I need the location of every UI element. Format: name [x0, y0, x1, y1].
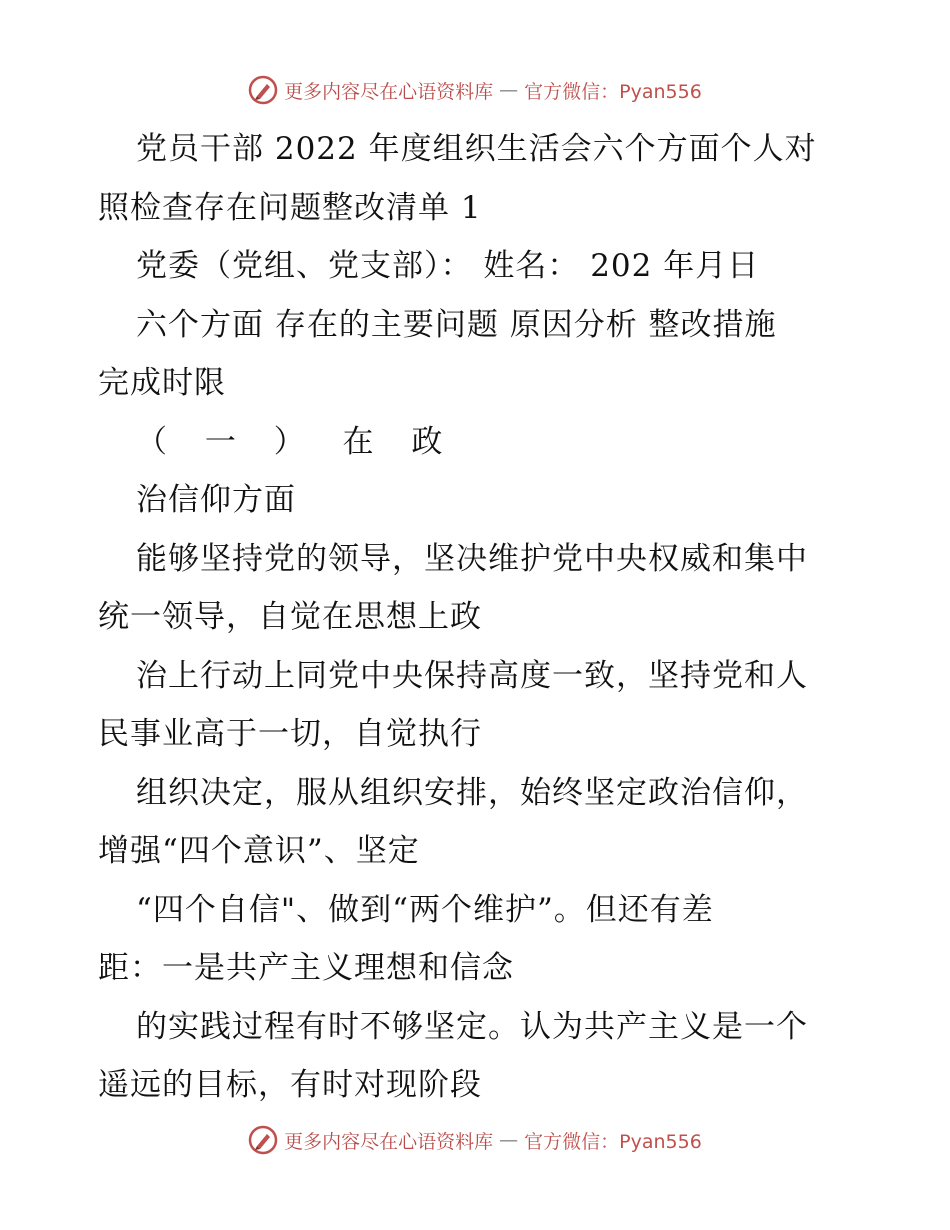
watermark-separator: —	[499, 79, 519, 101]
paragraph-line: 组织决定，服从组织安排，始终坚定政治信仰，	[136, 774, 808, 811]
pen-logo-icon	[248, 1125, 278, 1155]
paragraph-line: 遥远的目标，有时对现阶段	[98, 1067, 482, 1103]
doc-meta-line: 党委（党组、党支部）： 姓名： 202 年月日	[136, 248, 760, 284]
pen-logo-icon	[248, 75, 278, 105]
paragraph-line: “四个自信"、做到“两个维护”。但还有差	[136, 891, 714, 928]
watermark-text: 更多内容尽在心语资料库	[284, 80, 494, 103]
doc-title-line-1: 党员干部 2022 年度组织生活会六个方面个人对	[136, 131, 817, 167]
document-body	[98, 120, 858, 1115]
section-heading: （ 一 ） 在 政	[136, 423, 457, 460]
paragraph-line: 民事业高于一切，自觉执行	[98, 716, 482, 752]
watermark-text: 更多内容尽在心语资料库	[284, 1130, 494, 1153]
section-heading-cont: 治信仰方面	[136, 482, 296, 518]
watermark-contact: 官方微信：Pyan556	[524, 1130, 702, 1153]
paragraph-line: 距：一是共产主义理想和信念	[98, 950, 514, 986]
paragraph-line: 增强“四个意识”、坚定	[98, 833, 420, 869]
footer-watermark	[0, 1120, 950, 1160]
paragraph-line: 治上行动上同党中央保持高度一致，坚持党和人	[136, 657, 808, 694]
paragraph-line: 统一领导，自觉在思想上政	[98, 599, 482, 635]
doc-columns-line-cont: 完成时限	[98, 365, 226, 401]
paragraph-line: 的实践过程有时不够坚定。认为共产主义是一个	[136, 1008, 808, 1045]
paragraph-line: 能够坚持党的领导，坚决维护党中央权威和集中	[136, 540, 808, 577]
header-watermark	[0, 70, 950, 110]
doc-columns-line: 六个方面 存在的主要问题 原因分析 整改措施	[136, 306, 777, 343]
watermark-separator: —	[499, 1129, 519, 1151]
doc-title-line-2: 照检查存在问题整改清单 1	[98, 189, 482, 226]
watermark-contact: 官方微信：Pyan556	[524, 80, 702, 103]
